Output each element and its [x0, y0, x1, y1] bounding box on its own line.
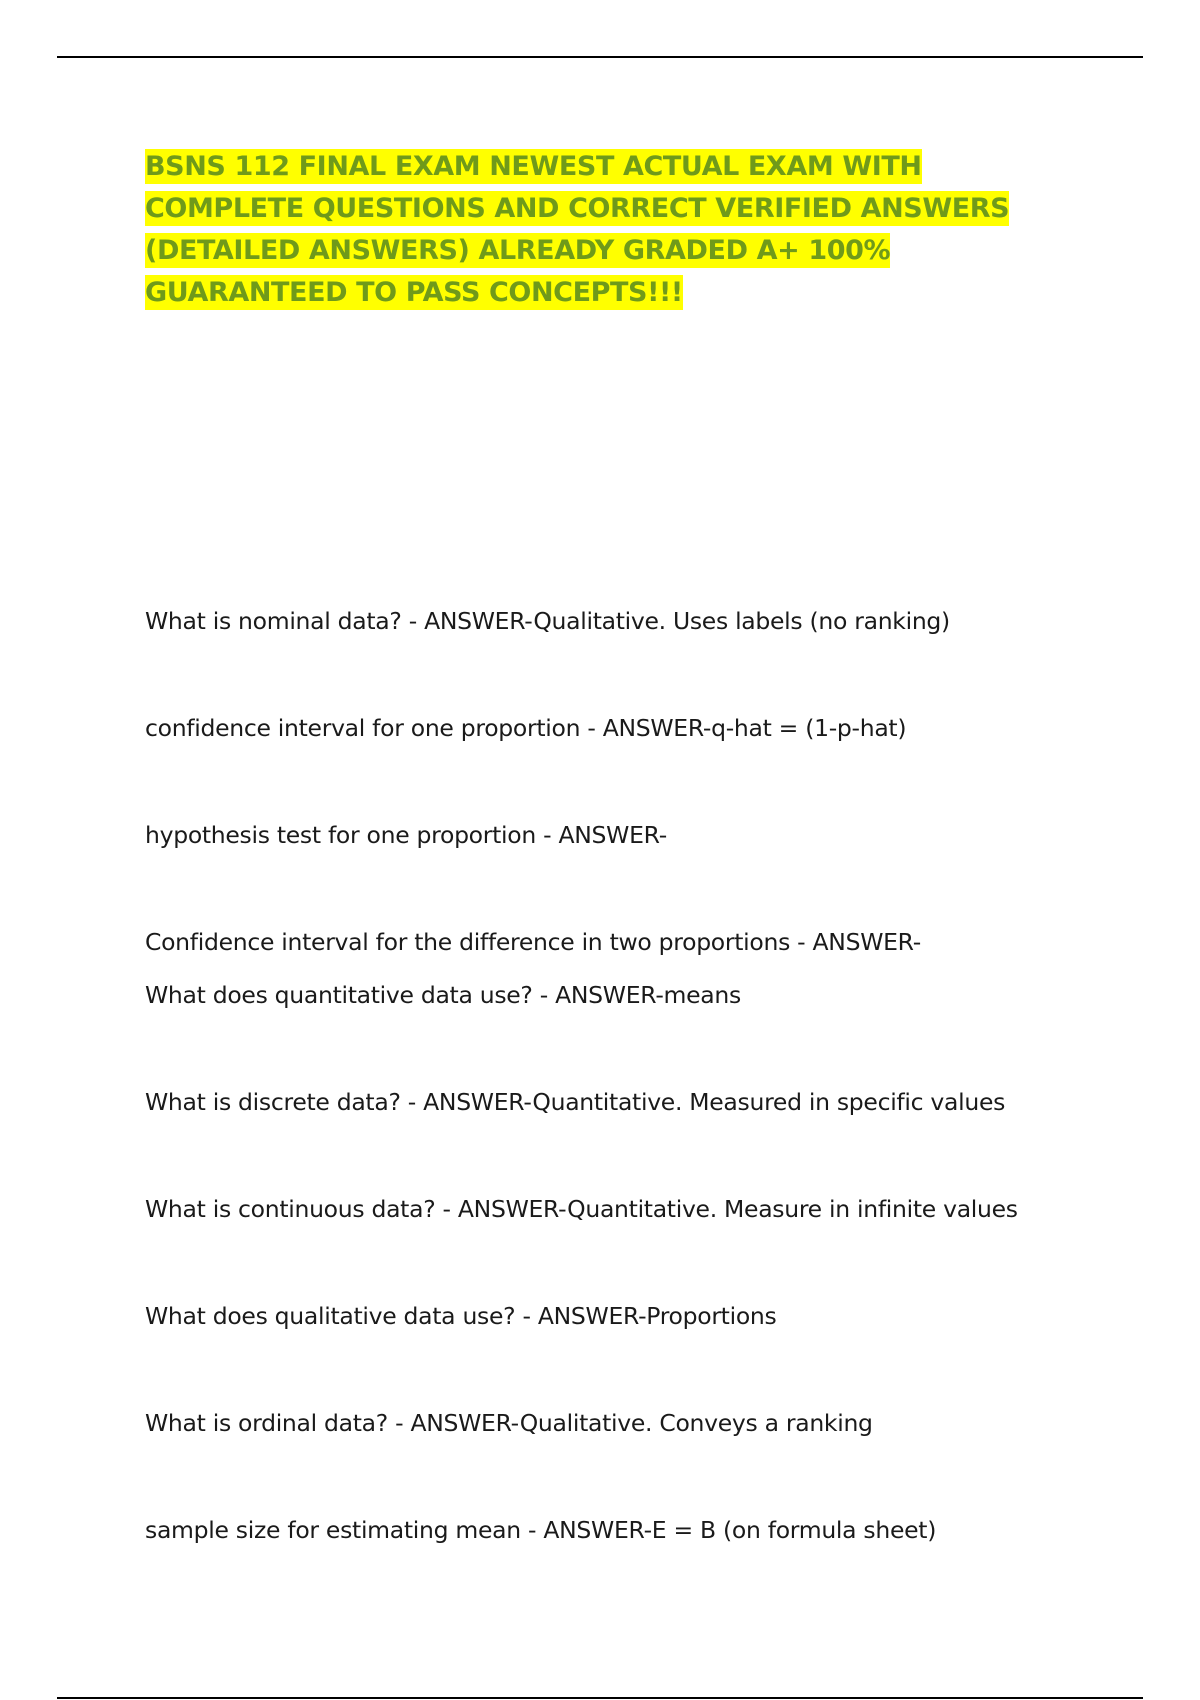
- qa-item-qualitative-data-use: What does qualitative data use? - ANSWER-Proportions: [145, 1302, 777, 1330]
- qa-item-hypothesis-test-one-proportion: hypothesis test for one proportion - ANSWER-: [145, 821, 667, 849]
- bottom-horizontal-rule: [57, 1697, 1143, 1699]
- qa-item-quantitative-data-use: What does quantitative data use? - ANSWER-means: [145, 981, 741, 1009]
- qa-item-continuous-data: What is continuous data? - ANSWER-Quantitative. Measure in infinite values: [145, 1195, 1018, 1223]
- top-horizontal-rule: [57, 56, 1143, 58]
- qa-item-ci-difference-two-proportions: Confidence interval for the difference in two proportions - ANSWER-: [145, 928, 921, 956]
- qa-item-sample-size-mean: sample size for estimating mean - ANSWER-E = B (on formula sheet): [145, 1516, 937, 1544]
- title-highlight: BSNS 112 FINAL EXAM NEWEST ACTUAL EXAM WITH COMPLETE QUESTIONS AND CORRECT VERIFIED ANSWERS (DETAILED ANSWERS) ALREADY GRADED A+ 100% GUARANTEED TO PASS CONCEPTS!!!: [145, 151, 1010, 308]
- qa-item-discrete-data: What is discrete data? - ANSWER-Quantitative. Measured in specific values: [145, 1088, 1006, 1116]
- qa-item-ordinal-data: What is ordinal data? - ANSWER-Qualitative. Conveys a ranking: [145, 1409, 873, 1437]
- qa-item-ci-one-proportion: confidence interval for one proportion - ANSWER-q-hat = (1-p-hat): [145, 714, 907, 742]
- document-title: [145, 146, 1015, 314]
- qa-item-nominal-data: What is nominal data? - ANSWER-Qualitative. Uses labels (no ranking): [145, 607, 950, 635]
